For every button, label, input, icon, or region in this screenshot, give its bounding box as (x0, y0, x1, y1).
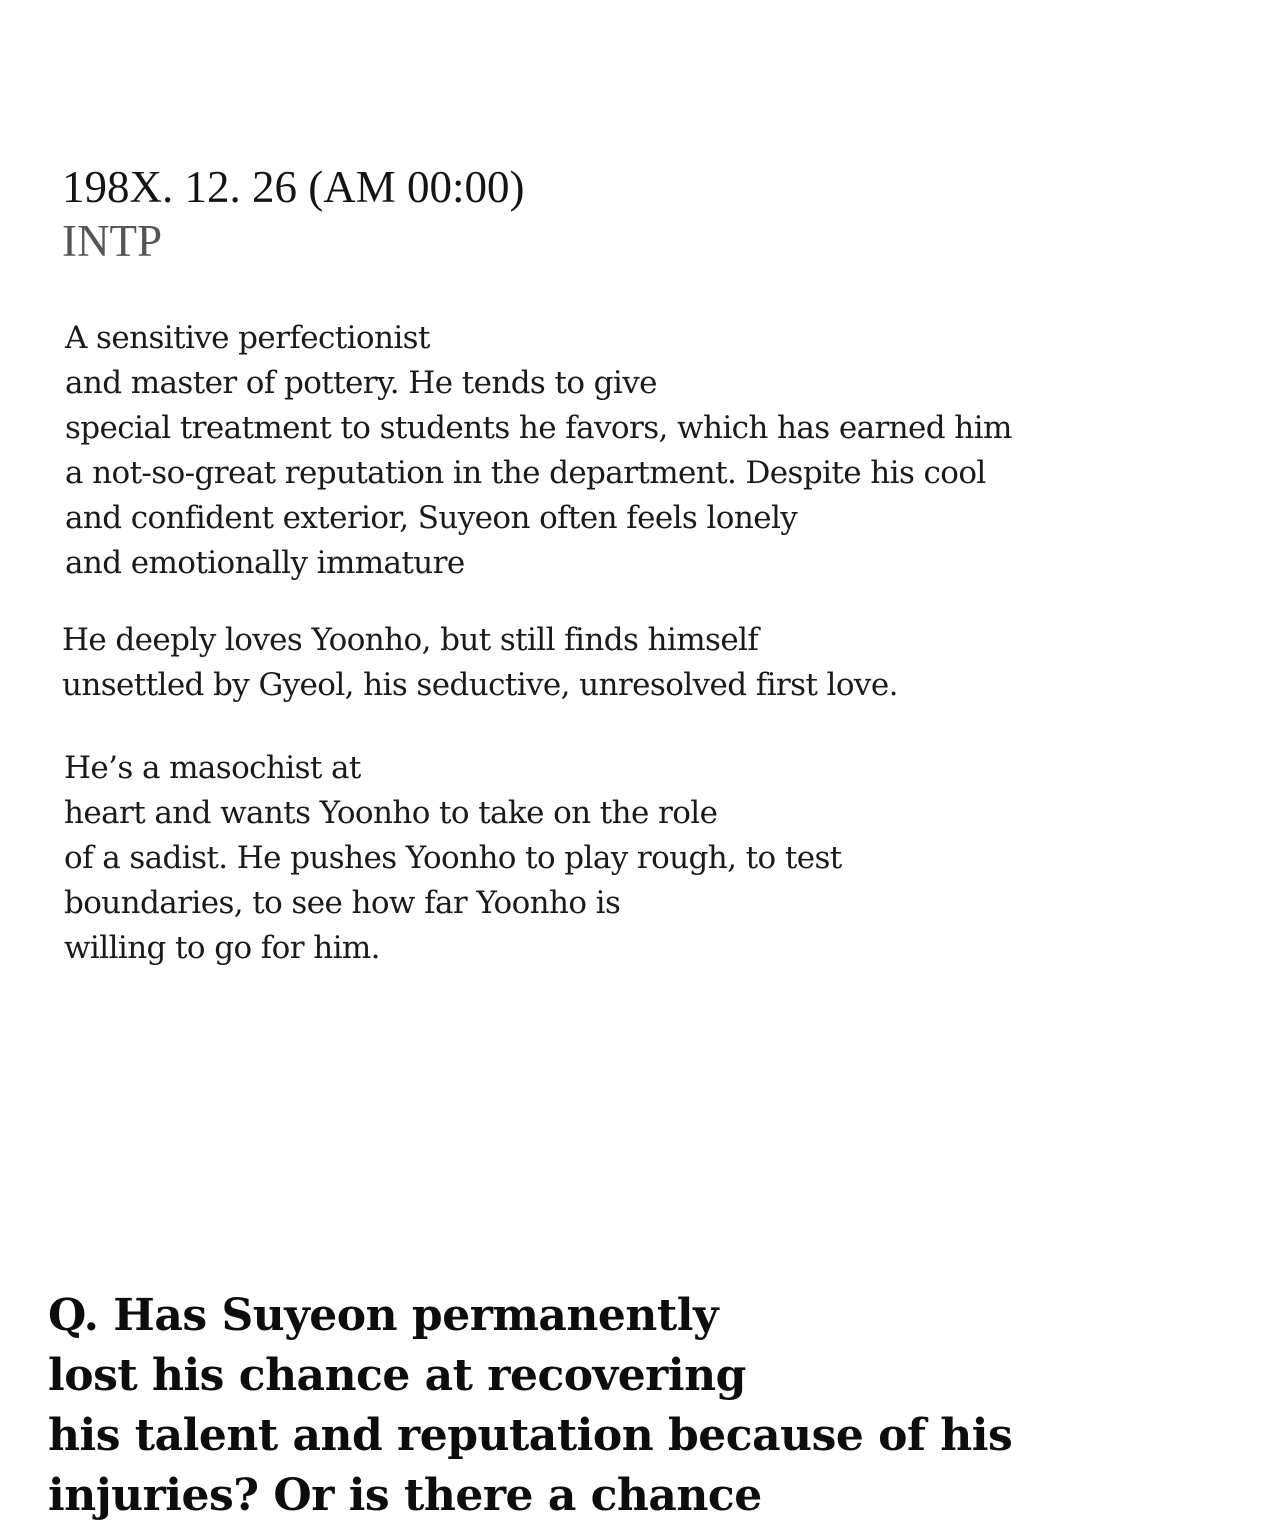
paragraph-line: He’s a masochist at (64, 750, 361, 786)
paragraph-line: of a sadist. He pushes Yoonho to play rough, to test (64, 840, 842, 876)
question-heading (48, 1286, 1012, 1526)
entry-date: 198X. 12. 26 (AM 00:00) (62, 162, 525, 212)
paragraph-line: heart and wants Yoonho to take on the role (64, 795, 718, 831)
paragraph-line: and confident exterior, Suyeon often feels lonely (65, 500, 798, 536)
paragraph-line: A sensitive perfectionist (65, 320, 430, 356)
description-paragraph-3 (64, 746, 842, 971)
personality-type: INTP (62, 216, 162, 266)
question-line: injuries? Or is there a chance (48, 1470, 762, 1521)
question-line: his talent and reputation because of his (48, 1410, 1013, 1461)
question-line: Q. Has Suyeon permanently (48, 1290, 719, 1341)
paragraph-line: unsettled by Gyeol, his seductive, unresolved first love. (62, 667, 898, 703)
paragraph-line: and master of pottery. He tends to give (65, 365, 657, 401)
paragraph-line: boundaries, to see how far Yoonho is (64, 885, 621, 921)
paragraph-line: willing to go for him. (64, 930, 380, 966)
paragraph-line: a not-so-great reputation in the department. Despite his cool (65, 455, 986, 491)
paragraph-line: special treatment to students he favors, which has earned him (65, 410, 1012, 446)
paragraph-line: He deeply loves Yoonho, but still finds himself (62, 622, 759, 658)
paragraph-line: and emotionally immature (65, 545, 465, 581)
question-line: lost his chance at recovering (48, 1350, 746, 1401)
description-paragraph-1 (65, 316, 1012, 586)
description-paragraph-2 (62, 618, 898, 708)
